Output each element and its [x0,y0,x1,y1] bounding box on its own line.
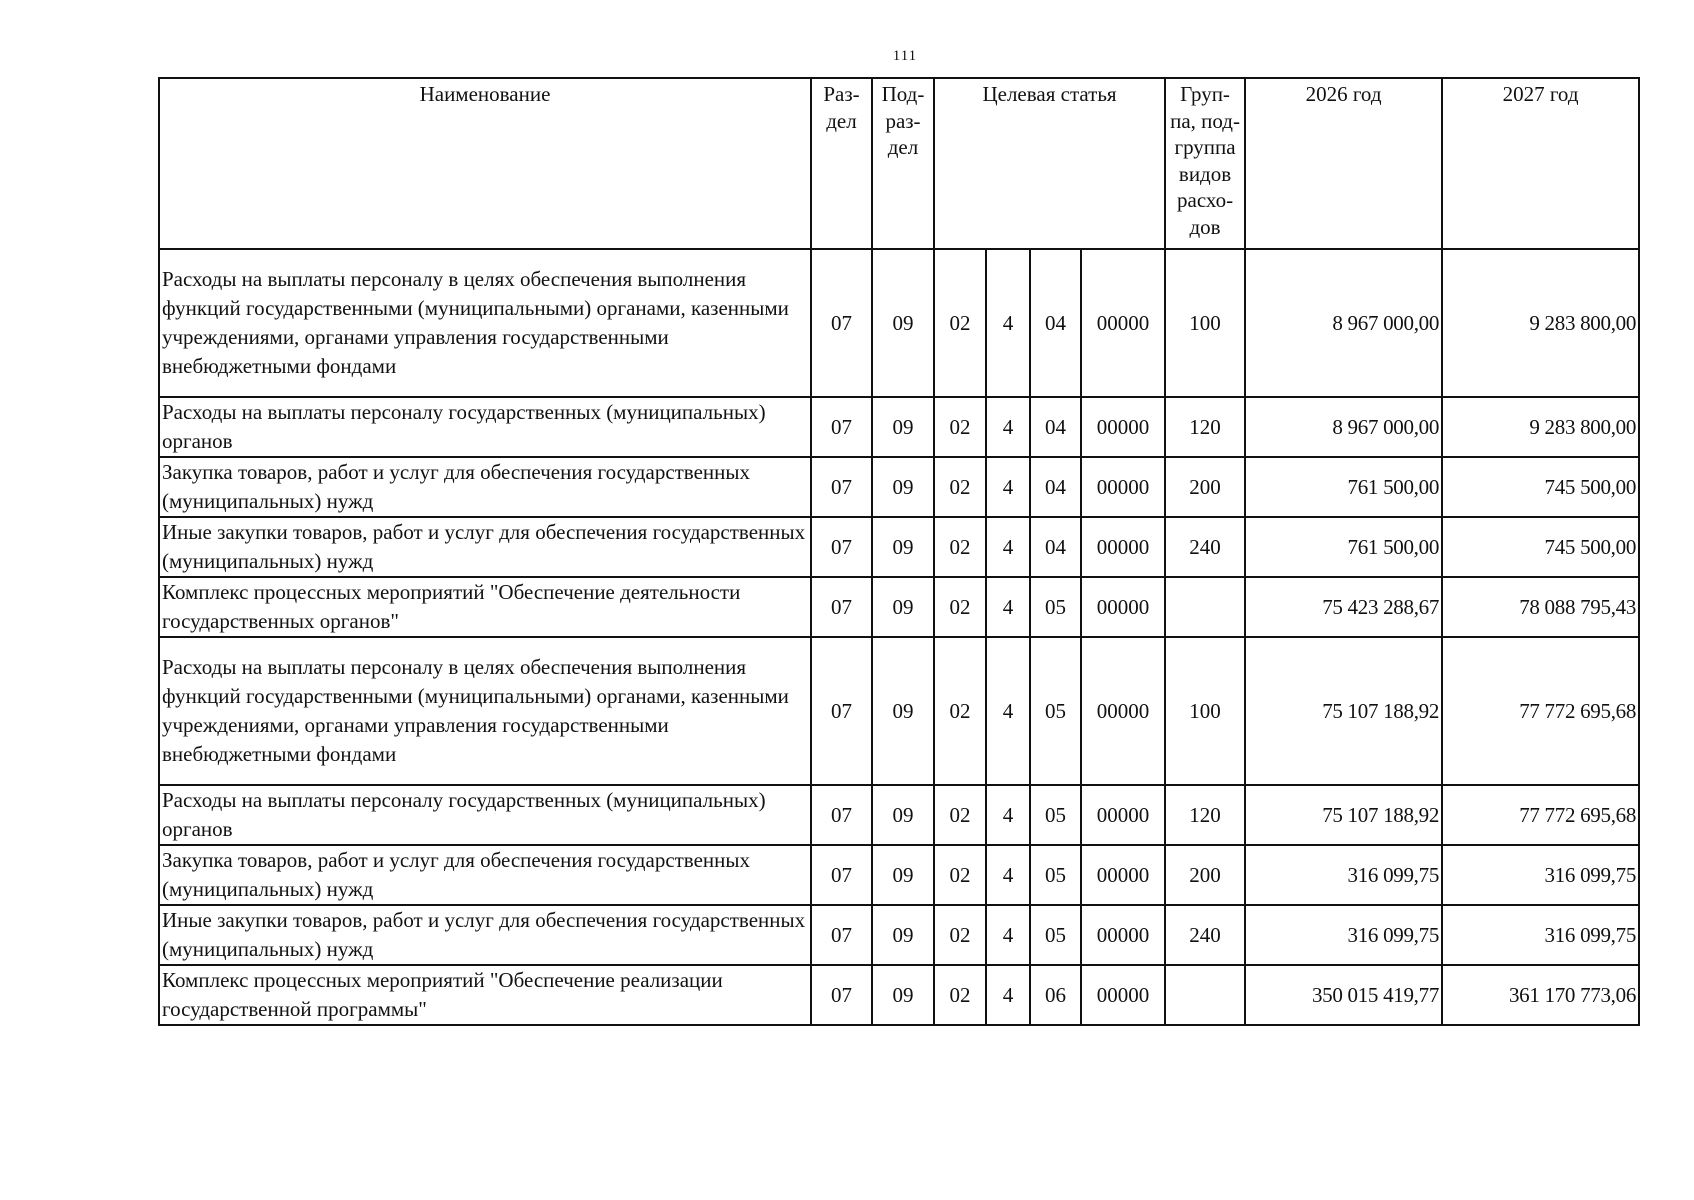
row-target-direction: 00000 [1081,905,1165,965]
row-amount-2027: 9 283 800,00 [1442,397,1639,457]
row-amount-2026: 75 107 188,92 [1245,637,1442,785]
row-amount-2027: 316 099,75 [1442,845,1639,905]
row-target-subprogram: 04 [1030,397,1081,457]
row-amount-2026: 316 099,75 [1245,905,1442,965]
row-target-type: 4 [986,905,1030,965]
row-amount-2027: 9 283 800,00 [1442,249,1639,397]
header-row [159,78,1639,249]
row-podrazdel: 09 [872,577,934,637]
row-target-program: 02 [934,965,986,1025]
row-target-direction: 00000 [1081,517,1165,577]
row-target-subprogram: 05 [1030,577,1081,637]
row-target-program: 02 [934,397,986,457]
row-target-type: 4 [986,577,1030,637]
row-expense-group: 200 [1165,845,1245,905]
row-podrazdel: 09 [872,845,934,905]
row-target-direction: 00000 [1081,397,1165,457]
row-podrazdel: 09 [872,517,934,577]
row-amount-2027: 745 500,00 [1442,457,1639,517]
row-target-direction: 00000 [1081,845,1165,905]
table-row [159,637,1639,785]
table-row [159,517,1639,577]
table-row [159,249,1639,397]
table-row [159,457,1639,517]
row-target-subprogram: 05 [1030,845,1081,905]
table-row [159,965,1639,1025]
header-razdel: Раз- дел [811,78,872,249]
row-target-direction: 00000 [1081,577,1165,637]
row-razdel: 07 [811,785,872,845]
row-amount-2027: 77 772 695,68 [1442,637,1639,785]
row-amount-2026: 8 967 000,00 [1245,249,1442,397]
row-target-program: 02 [934,845,986,905]
row-amount-2027: 361 170 773,06 [1442,965,1639,1025]
row-target-subprogram: 04 [1030,457,1081,517]
row-name: Расходы на выплаты персоналу в целях обеспечения выполнения функций государственными (муниципальными) органами, казенными учреждениями, органами управления государственными внебюджетными фондами [159,249,811,397]
row-razdel: 07 [811,457,872,517]
row-target-type: 4 [986,457,1030,517]
row-name: Закупка товаров, работ и услуг для обеспечения государственных (муниципальных) нужд [159,845,811,905]
row-amount-2027: 316 099,75 [1442,905,1639,965]
header-podrazdel: Под- раз- дел [872,78,934,249]
row-podrazdel: 09 [872,965,934,1025]
row-podrazdel: 09 [872,457,934,517]
row-target-subprogram: 05 [1030,905,1081,965]
row-razdel: 07 [811,845,872,905]
row-expense-group: 100 [1165,637,1245,785]
row-podrazdel: 09 [872,785,934,845]
header-target-article: Целевая статья [934,78,1165,249]
row-target-type: 4 [986,965,1030,1025]
row-expense-group [1165,577,1245,637]
row-razdel: 07 [811,577,872,637]
row-expense-group: 100 [1165,249,1245,397]
row-target-program: 02 [934,785,986,845]
row-amount-2026: 761 500,00 [1245,457,1442,517]
header-year-2026: 2026 год [1245,78,1442,249]
row-expense-group: 240 [1165,905,1245,965]
row-target-direction: 00000 [1081,637,1165,785]
row-target-program: 02 [934,905,986,965]
row-expense-group [1165,965,1245,1025]
page-number: 111 [892,48,918,64]
table-row [159,785,1639,845]
row-razdel: 07 [811,965,872,1025]
table-body [159,249,1639,1025]
row-amount-2027: 77 772 695,68 [1442,785,1639,845]
row-name: Расходы на выплаты персоналу государственных (муниципальных) органов [159,397,811,457]
row-target-program: 02 [934,577,986,637]
row-name: Расходы на выплаты персоналу государственных (муниципальных) органов [159,785,811,845]
row-target-type: 4 [986,785,1030,845]
row-target-subprogram: 05 [1030,637,1081,785]
header-expense-group: Груп- па, под- группа видов расхо- дов [1165,78,1245,249]
header-year-2027: 2027 год [1442,78,1639,249]
row-expense-group: 120 [1165,785,1245,845]
row-target-type: 4 [986,249,1030,397]
row-razdel: 07 [811,397,872,457]
row-target-type: 4 [986,637,1030,785]
row-name: Закупка товаров, работ и услуг для обеспечения государственных (муниципальных) нужд [159,457,811,517]
row-target-direction: 00000 [1081,249,1165,397]
row-amount-2027: 745 500,00 [1442,517,1639,577]
row-amount-2027: 78 088 795,43 [1442,577,1639,637]
row-target-program: 02 [934,637,986,785]
table-row [159,905,1639,965]
row-expense-group: 240 [1165,517,1245,577]
row-amount-2026: 8 967 000,00 [1245,397,1442,457]
row-target-direction: 00000 [1081,965,1165,1025]
row-target-type: 4 [986,397,1030,457]
row-name: Иные закупки товаров, работ и услуг для обеспечения государственных (муниципальных) нужд [159,905,811,965]
row-target-type: 4 [986,845,1030,905]
row-name: Расходы на выплаты персоналу в целях обеспечения выполнения функций государственными (муниципальными) органами, казенными учреждениями, органами управления государственными внебюджетными фондами [159,637,811,785]
row-expense-group: 120 [1165,397,1245,457]
row-target-program: 02 [934,457,986,517]
row-target-direction: 00000 [1081,785,1165,845]
row-target-subprogram: 04 [1030,517,1081,577]
row-amount-2026: 761 500,00 [1245,517,1442,577]
row-target-subprogram: 04 [1030,249,1081,397]
row-name: Иные закупки товаров, работ и услуг для обеспечения государственных (муниципальных) нужд [159,517,811,577]
table-row [159,577,1639,637]
row-target-subprogram: 06 [1030,965,1081,1025]
row-podrazdel: 09 [872,397,934,457]
row-target-type: 4 [986,517,1030,577]
row-expense-group: 200 [1165,457,1245,517]
budget-table [158,77,1640,1026]
row-razdel: 07 [811,637,872,785]
row-name: Комплекс процессных мероприятий "Обеспечение реализации государственной программы" [159,965,811,1025]
header-name: Наименование [159,78,811,249]
row-name: Комплекс процессных мероприятий "Обеспечение деятельности государственных органов" [159,577,811,637]
row-amount-2026: 316 099,75 [1245,845,1442,905]
table-row [159,397,1639,457]
row-amount-2026: 75 423 288,67 [1245,577,1442,637]
row-podrazdel: 09 [872,637,934,785]
row-razdel: 07 [811,517,872,577]
row-target-direction: 00000 [1081,457,1165,517]
row-target-program: 02 [934,517,986,577]
table-row [159,845,1639,905]
row-podrazdel: 09 [872,249,934,397]
row-target-program: 02 [934,249,986,397]
row-razdel: 07 [811,249,872,397]
row-target-subprogram: 05 [1030,785,1081,845]
row-amount-2026: 350 015 419,77 [1245,965,1442,1025]
row-podrazdel: 09 [872,905,934,965]
row-razdel: 07 [811,905,872,965]
row-amount-2026: 75 107 188,92 [1245,785,1442,845]
